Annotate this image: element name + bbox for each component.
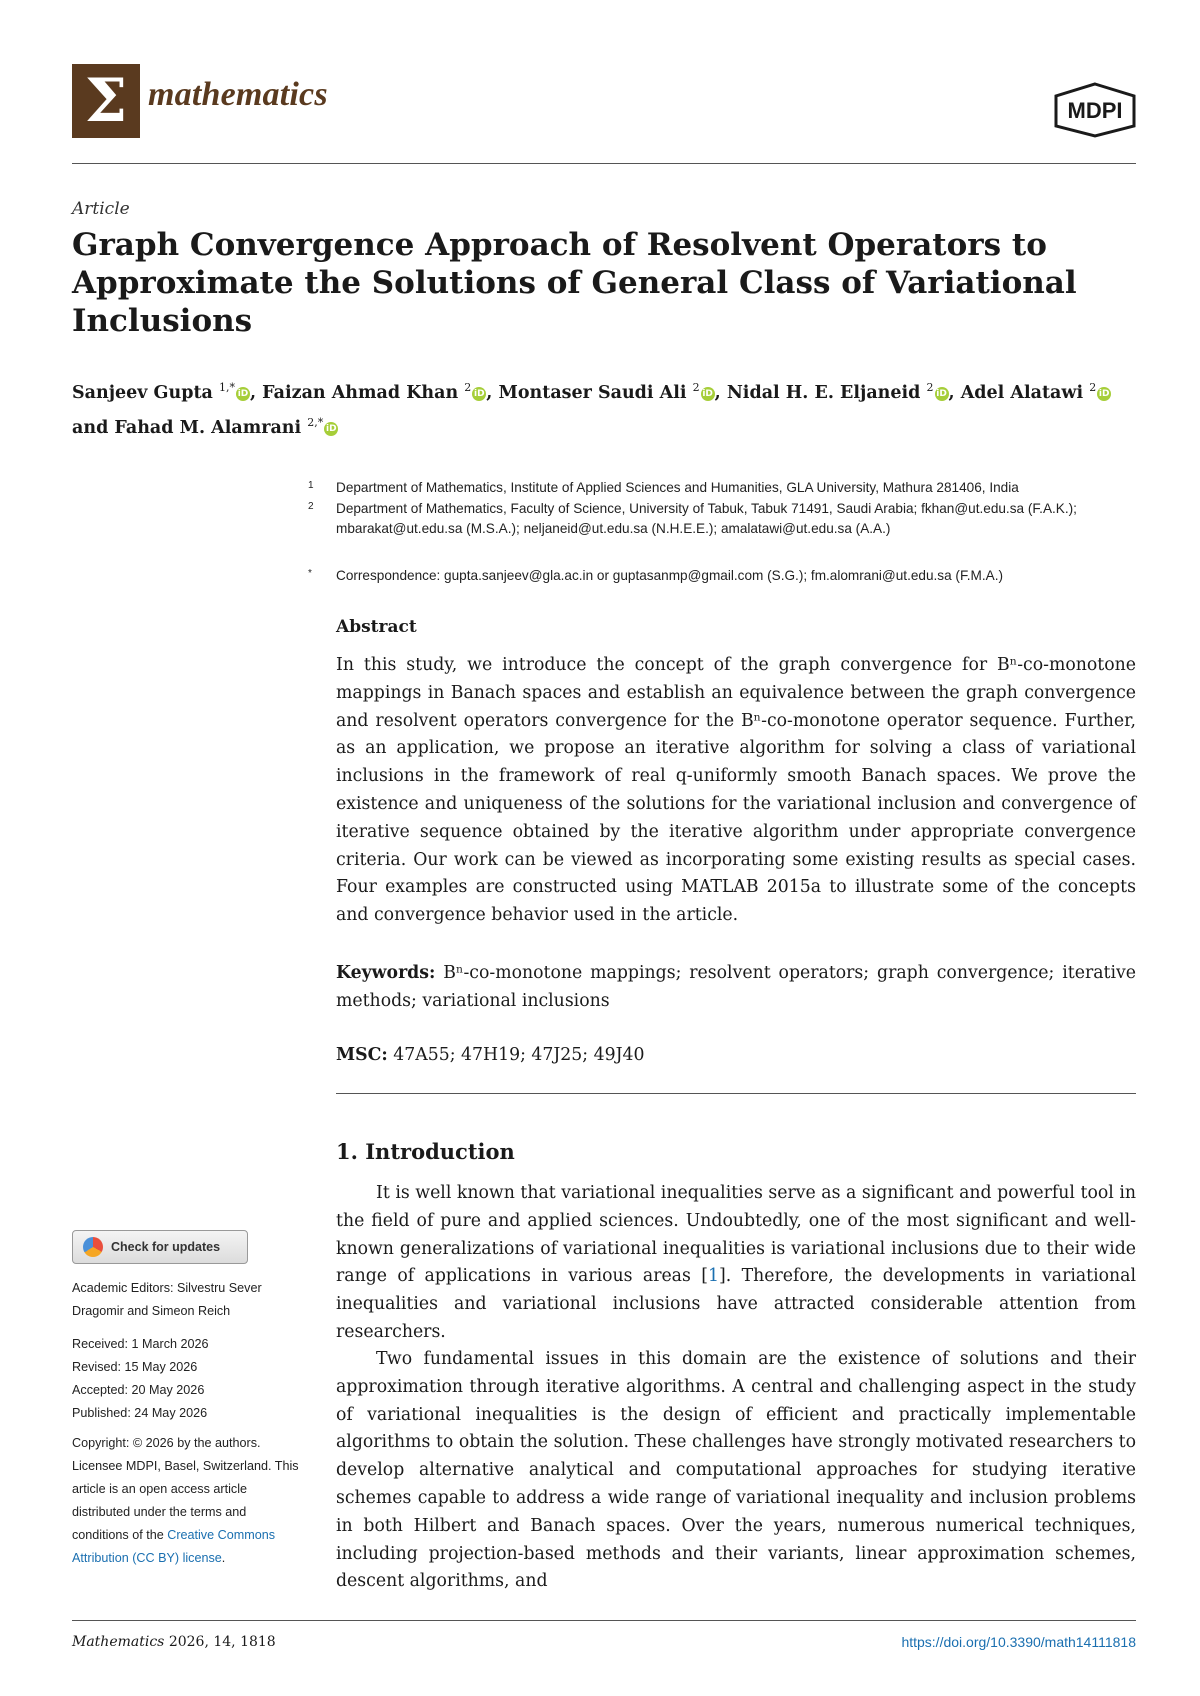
msc-codes (336, 1042, 1136, 1070)
affiliation-1 (308, 478, 1136, 498)
check-updates-button[interactable] (72, 1230, 248, 1264)
footer-citation (72, 1634, 276, 1650)
published-date: Published: 24 May 2026 (72, 1406, 208, 1420)
section-rule (336, 1093, 1136, 1094)
received-date: Received: 1 March 2026 (72, 1337, 209, 1351)
footer-volume: 2026, 14, 1818 (168, 1634, 276, 1650)
orcid-icon[interactable]: iD (702, 388, 713, 399)
author-name[interactable]: Sanjeev Gupta (72, 382, 213, 403)
academic-editors: Academic Editors: Silvestru Sever Dragomir and Simeon Reich (72, 1281, 262, 1318)
copyright-text: Copyright: © 2026 by the authors. Licensee MDPI, Basel, Switzerland. This article is an open access article distributed under the terms and conditions of the (72, 1436, 299, 1542)
intro-paragraph-1 (336, 1180, 1136, 1347)
orcid-icon[interactable]: iD (326, 423, 337, 434)
author-affil: 2 (692, 381, 700, 394)
journal-logo: Σ (72, 64, 140, 138)
check-updates-label: Check for updates (111, 1240, 221, 1254)
paragraph-text: ]. Therefore, the developments in variational inequalities and variational inclusions have attracted considerable attention from researchers. (336, 1266, 1136, 1342)
msc-text: 47A55; 47H19; 47J25; 49J40 (393, 1045, 645, 1065)
mdpi-logo[interactable] (1052, 82, 1138, 138)
citation-link[interactable]: 1 (707, 1266, 719, 1287)
author-name[interactable]: Nidal H. E. Eljaneid (726, 382, 921, 403)
keywords (336, 960, 1136, 1016)
footer-rule (72, 1620, 1136, 1621)
section-heading: 1. Introduction (336, 1139, 515, 1164)
orcid-icon[interactable]: iD (237, 388, 249, 399)
affiliation-text: Department of Mathematics, Institute of Applied Sciences and Humanities, GLA University, Mathura 281406, India (336, 480, 1019, 495)
copyright-notice (72, 1432, 302, 1570)
msc-label: MSC: (336, 1045, 388, 1065)
author-affil: 2,* (307, 415, 324, 429)
paragraph-text: It is well known that variational inequalities serve as a significant and powerful tool in the field of pure and applied sciences. Undoubtedly, one of the most significant and well-known generalizations of variational inequalities is variational inclusions due to their wide range of applications in various areas [ (336, 1183, 1136, 1287)
abstract-heading: Abstract (336, 617, 417, 637)
correspondence (308, 566, 1136, 586)
mdpi-logo-text: MDPI (1067, 98, 1123, 123)
copyright-end: . (221, 1551, 226, 1565)
paper-title: Graph Convergence Approach of Resolvent Operators to Approximate the Solutions of General Class of Variational Inclusions (72, 227, 1077, 339)
article-type: Article (72, 199, 130, 219)
accepted-date: Accepted: 20 May 2026 (72, 1383, 205, 1397)
author-affil: 2 (464, 381, 472, 394)
author-name[interactable]: Montaser Saudi Ali (498, 382, 687, 403)
abstract-text: In this study, we introduce the concept of the graph convergence for Bⁿ-co-monotone mappings in Banach spaces and establish an equivalence between the graph convergence and resolvent operators convergence for the Bⁿ-co-monotone operator sequence. Further, as an application, we propose an iterative algorithm for solving a class of variational inclusions in the framework of real q-uniformly smooth Banach spaces. We prove the existence and uniqueness of the solutions for the variational inclusion and convergence of iterative sequence obtained by the iterative algorithm under appropriate convergence criteria. Our work can be viewed as incorporating some existing results as special cases. Four examples are constructed using MATLAB 2015a to illustrate some of the concepts and convergence behavior used in the article. (336, 655, 1136, 926)
correspondence-text: Correspondence: gupta.sanjeev@gla.ac.in or guptasanmp@gmail.com (S.G.); fm.alomrani@ut.edu.sa (F.M.A.) (336, 568, 1004, 583)
author-name[interactable]: Adel Alatawi (960, 382, 1084, 403)
affiliation-2 (308, 499, 1136, 539)
doi-link[interactable]: https://doi.org/10.3390/math14111818 (901, 1634, 1136, 1650)
author-affil: 1,* (218, 381, 235, 394)
footer-journal: Mathematics (72, 1634, 165, 1650)
author-name[interactable]: Faizan Ahmad Khan (262, 382, 459, 403)
header-rule (72, 163, 1136, 164)
orcid-icon[interactable]: iD (936, 388, 947, 399)
revised-date: Revised: 15 May 2026 (72, 1360, 198, 1374)
orcid-icon[interactable]: iD (1098, 388, 1110, 399)
author-affil: 2 (1089, 381, 1097, 394)
orcid-icon[interactable]: iD (474, 388, 485, 399)
author-conjunction: and (72, 417, 109, 438)
author-name[interactable]: Fahad M. Alamrani (114, 417, 302, 438)
intro-paragraph-2: Two fundamental issues in this domain are the existence of solutions and their approximation through iterative algorithms. A central and challenging aspect in the study of variational inequalities is the design of efficient and practically implementable algorithms to obtain the solution. These challenges have strongly motivated researchers to develop alternative analytical and computational approaches for studying iterative schemes capable to address a wide range of variational inequality and inclusion problems in both Hilbert and Banach spaces. Over the years, numerous numerical techniques, including projection-based methods and their variants, linear approximation schemes, descent algorithms, and (336, 1349, 1136, 1592)
affiliation-number: * (308, 568, 312, 579)
affiliation-number: 2 (308, 501, 314, 512)
journal-name[interactable]: mathematics (148, 76, 328, 113)
affiliation-text: Department of Mathematics, Faculty of Science, University of Tabuk, Tabuk 71491, Saudi Arabia; fkhan@ut.edu.sa (F.A.K.); mbarakat@ut.edu.sa (M.S.A.); neljaneid@ut.edu.sa (N.H.E.E.); amalatawi@ut.edu.sa (A.A.) (336, 501, 1077, 536)
keywords-label: Keywords: (336, 963, 436, 983)
affiliation-number: 1 (308, 480, 314, 491)
crossmark-icon (83, 1237, 103, 1257)
keywords-text: Bⁿ-co-monotone mappings; resolvent operators; graph convergence; iterative methods; variational inclusions (336, 963, 1136, 1011)
license-link[interactable]: Creative Commons Attribution (CC BY) license (72, 1528, 275, 1565)
author-list: Sanjeev Gupta $^{1,*}$ iD, Faizan Ahmad Khan $^2$ iD, Montaser Saudi Ali $^2$ iD, Nidal H. E. Eljaneid $^2$ iD, Adel Alatawi $^2$ iD and Fahad M. Alamrani $^{2,*}$ iD (72, 381, 1110, 438)
author-affil: 2 (926, 381, 934, 394)
